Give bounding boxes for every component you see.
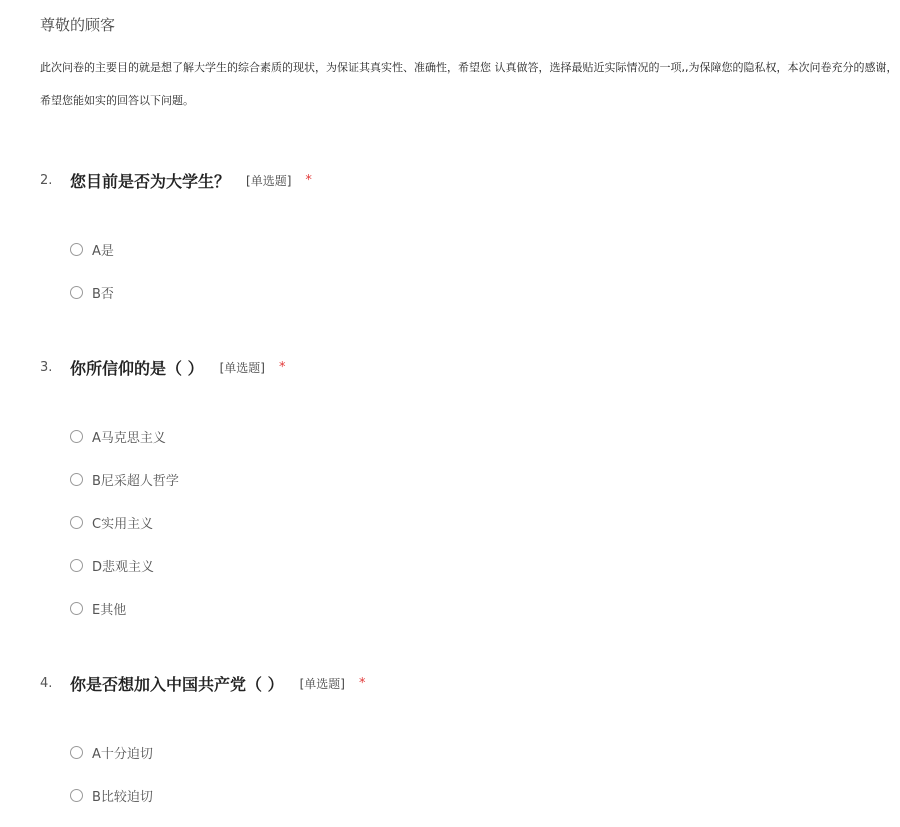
option-a[interactable] [70,425,880,447]
option-b[interactable] [70,784,880,806]
option-b[interactable] [70,468,880,490]
option-a[interactable] [70,238,880,260]
question-2 [40,168,880,324]
question-header [40,355,880,379]
option-a[interactable] [70,741,880,763]
radio-button[interactable] [70,243,83,256]
option-label[interactable]: C实用主义 [92,516,154,532]
question-header [40,168,880,192]
option-d[interactable] [70,554,880,576]
question-header [40,671,880,695]
required-mark: * [278,359,286,375]
question-title: 您目前是否为大学生？ [70,171,231,191]
question-type: [单选题] [299,676,345,691]
radio-button[interactable] [70,746,83,759]
option-b[interactable] [70,281,880,303]
survey-intro [40,14,900,117]
question-number: 2. [40,172,53,188]
question-title: 你是否想加入中国共产党（ ） [70,674,284,694]
required-mark: * [358,675,366,691]
option-c[interactable] [70,511,880,533]
question-3 [40,355,880,640]
radio-button[interactable] [70,516,83,529]
required-mark: * [305,172,312,188]
radio-button[interactable] [70,559,83,572]
radio-button[interactable] [70,286,83,299]
option-label[interactable]: B尼采超人哲学 [92,473,179,489]
question-number: 4. [40,675,53,691]
question-type: [单选题] [219,360,265,375]
option-label[interactable]: B比较迫切 [92,789,153,805]
greeting-text: 尊敬的顾客 [40,16,116,34]
option-label[interactable]: E其他 [92,602,127,618]
question-title: 你所信仰的是（ ） [70,358,204,378]
options-list [70,741,880,806]
question-type: [单选题] [246,173,292,188]
question-4 [40,671,880,827]
radio-button[interactable] [70,430,83,443]
intro-description: 此次问卷的主要目的就是想了解大学生的综合素质的现状，为保证其真实性、准确性，希望您 认真做答，选择最贴近实际情况的一项,,为保障您的隐私权，本次问卷充分的感谢，希望您能如实的回答以下问题。 [40,61,898,107]
radio-button[interactable] [70,473,83,486]
option-label[interactable]: B否 [92,286,114,302]
options-list [70,425,880,619]
option-label[interactable]: A马克思主义 [92,430,166,446]
option-label[interactable]: A是 [92,243,114,259]
option-label[interactable]: A十分迫切 [92,746,153,762]
option-label[interactable]: D悲观主义 [92,559,155,575]
option-e[interactable] [70,597,880,619]
radio-button[interactable] [70,602,83,615]
question-number: 3. [40,359,53,375]
options-list [70,238,880,303]
